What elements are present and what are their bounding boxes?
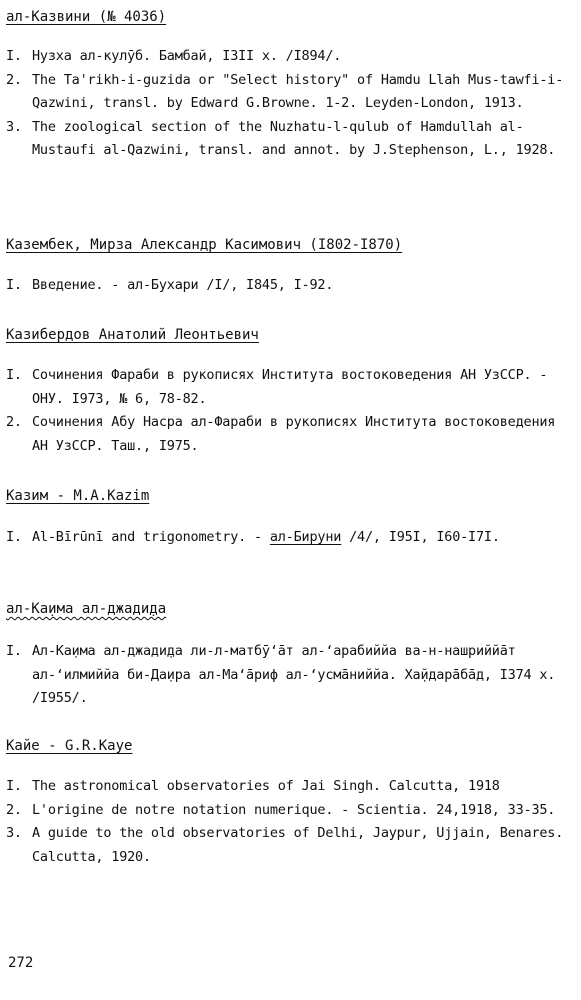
entry-al-kazvini	[6, 8, 576, 179]
bibliography-list	[6, 274, 576, 298]
list-item	[6, 775, 576, 799]
list-item	[6, 799, 576, 823]
item-number: I.	[6, 277, 22, 293]
entry-heading: Казембек, Мирза Александр Касимович (I802-I870)	[6, 237, 403, 253]
bibliography-list	[6, 640, 576, 711]
item-text: Сочинения Фараби в рукописях Института востоковедения АН УзССР. - ОНУ. I973, № 6, 78-82.	[32, 367, 548, 407]
item-text: The zoological section of the Nuzhatu-l-qulub of Hamdullah al-Mustaufi al-Qazwini, transl. and annot. by J.Stephenson, L., 1928.	[32, 118, 556, 158]
item-number: 2.	[6, 414, 22, 430]
item-number: 3.	[6, 118, 22, 135]
item-text: The Ta'rikh-i-guzida or "Select history" of Hamdu Llah Mus-tawfi-i-Qazwini, transl. by Edward G.Browne. 1-2. Leyden-London, 1913.	[32, 71, 564, 111]
list-item	[6, 274, 576, 298]
bibliography-list	[6, 775, 576, 869]
item-number: I.	[6, 48, 22, 64]
entry-al-kaima	[6, 600, 576, 727]
page-number: 272	[8, 955, 34, 971]
entry-heading: ал-Казвини (№ 4036)	[6, 9, 167, 25]
list-item	[6, 640, 576, 711]
item-number: 2.	[6, 801, 22, 818]
list-item	[6, 116, 576, 163]
item-text	[32, 526, 576, 550]
item-number: I.	[6, 529, 22, 545]
bibliography-list	[6, 526, 576, 550]
item-number: I.	[6, 643, 22, 659]
item-text-underlined: ал-Бируни	[269, 529, 342, 545]
entry-kaziberdov	[6, 326, 576, 474]
entry-heading: Казим - M.A.Kazim	[6, 488, 150, 504]
entry-kazim	[6, 487, 576, 566]
item-number: I.	[6, 778, 22, 794]
entry-kazembek	[6, 236, 576, 314]
item-number: 2.	[6, 71, 22, 88]
item-text: Нузха ал-кулӯб. Бамбай, I3II х. /I894/.	[32, 48, 342, 64]
list-item	[6, 526, 576, 550]
list-item	[6, 364, 576, 411]
item-text: Ал-Ка̣има ал-джади̣да ли-л-матбӯ‘āт ал-‘арабиййа ва-н-нашриййāт ал-‘илмиййа би-Да̣ира ал-Ма‘āриф ал-‘усмāниййа. Ха̣йдарāбāд, I374 х. /I955/.	[32, 643, 556, 706]
item-text-before: Al-Bīrūnī and trigonometry. -	[32, 529, 270, 545]
entry-heading: Кайе - G.R.Kaye	[6, 738, 133, 754]
item-text: L'origine de notre notation numerique. - Scientia. 24,1918, 33-35.	[32, 801, 556, 818]
entry-heading: ал-Ка̣има ал-джади̣да	[6, 601, 167, 617]
list-item	[6, 69, 576, 116]
item-text: Введение. - ал-Бухари /I/, I845, I-92.	[32, 277, 334, 293]
list-item	[6, 822, 576, 869]
list-item	[6, 45, 576, 69]
item-text-after: /4/, I95I, I60-I7I.	[341, 529, 500, 545]
item-text: The astronomical observatories of Jai Singh. Calcutta, 1918	[32, 778, 500, 794]
item-number: I.	[6, 367, 22, 383]
item-text: Сочинения Абу Насра ал-Фараби в рукописях Института востоковедения АН УзССР. Таш., I975.	[32, 414, 556, 454]
entry-heading: Казибердов Анатолий Леонтьевич	[6, 327, 259, 343]
list-item	[6, 411, 576, 458]
item-number: 3.	[6, 825, 22, 841]
bibliography-list	[6, 45, 576, 163]
item-text: A guide to the old observatories of Delhi, Jaypur, Ujjain, Benares. Calcutta, 1920.	[32, 825, 564, 865]
bibliography-list	[6, 364, 576, 458]
entry-kaye	[6, 737, 576, 885]
